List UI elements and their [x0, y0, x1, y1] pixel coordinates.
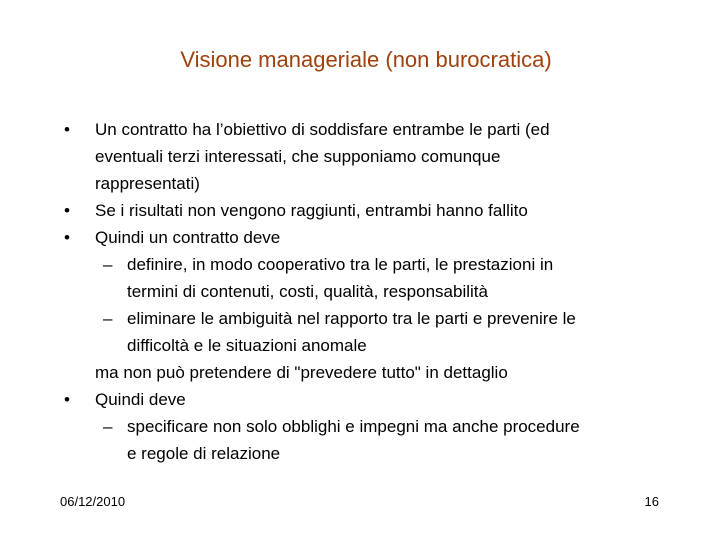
bullet-text: Se i risultati non vengono raggiunti, entrambi hanno fallito — [95, 201, 528, 220]
bullet-marker: • — [64, 201, 70, 220]
bullet-continuation — [0, 170, 720, 197]
dash-marker: – — [103, 255, 113, 274]
bullet-text: eventuali terzi interessati, che supponiamo comunque — [95, 147, 501, 166]
bullet-marker: • — [64, 228, 70, 247]
page-number: 16 — [644, 494, 659, 509]
bullet-text: Un contratto ha l’obiettivo di soddisfare entrambe le parti (ed — [95, 120, 550, 139]
sub-bullet-text: specificare non solo obblighi e impegni ma anche procedure — [127, 417, 580, 436]
bullet-text: ma non può pretendere di "prevedere tutto" in dettaglio — [95, 363, 508, 382]
bullet-continuation — [0, 143, 720, 170]
sub-bullet-item — [0, 305, 720, 332]
bullet-item — [0, 224, 720, 251]
sub-bullet-text: definire, in modo cooperativo tra le parti, le prestazioni in — [127, 255, 554, 274]
bullet-marker: • — [64, 390, 70, 409]
sub-bullet-text: difficoltà e le situazioni anomale — [127, 336, 367, 355]
bullet-item — [0, 116, 720, 143]
sub-bullet-text: termini di contenuti, costi, qualità, responsabilità — [127, 282, 488, 301]
dash-marker: – — [103, 309, 113, 328]
sub-bullet-text: eliminare le ambiguità nel rapporto tra le parti e prevenire le — [127, 309, 576, 328]
bullet-text: Quindi un contratto deve — [95, 228, 281, 247]
bullet-continuation — [0, 359, 720, 386]
sub-bullet-continuation — [0, 278, 720, 305]
bullet-marker: • — [64, 120, 70, 139]
sub-bullet-item — [0, 413, 720, 440]
bullet-text: rappresentati) — [95, 174, 200, 193]
bullet-text: Quindi deve — [95, 390, 186, 409]
sub-bullet-continuation — [0, 440, 720, 467]
dash-marker: – — [103, 417, 113, 436]
footer-date: 06/12/2010 — [60, 494, 126, 509]
slide-title: Visione manageriale (non burocratica) — [180, 47, 552, 72]
slide-body — [0, 116, 720, 467]
bullet-item — [0, 197, 720, 224]
sub-bullet-text: e regole di relazione — [127, 444, 281, 463]
bullet-item — [0, 386, 720, 413]
sub-bullet-item — [0, 251, 720, 278]
sub-bullet-continuation — [0, 332, 720, 359]
